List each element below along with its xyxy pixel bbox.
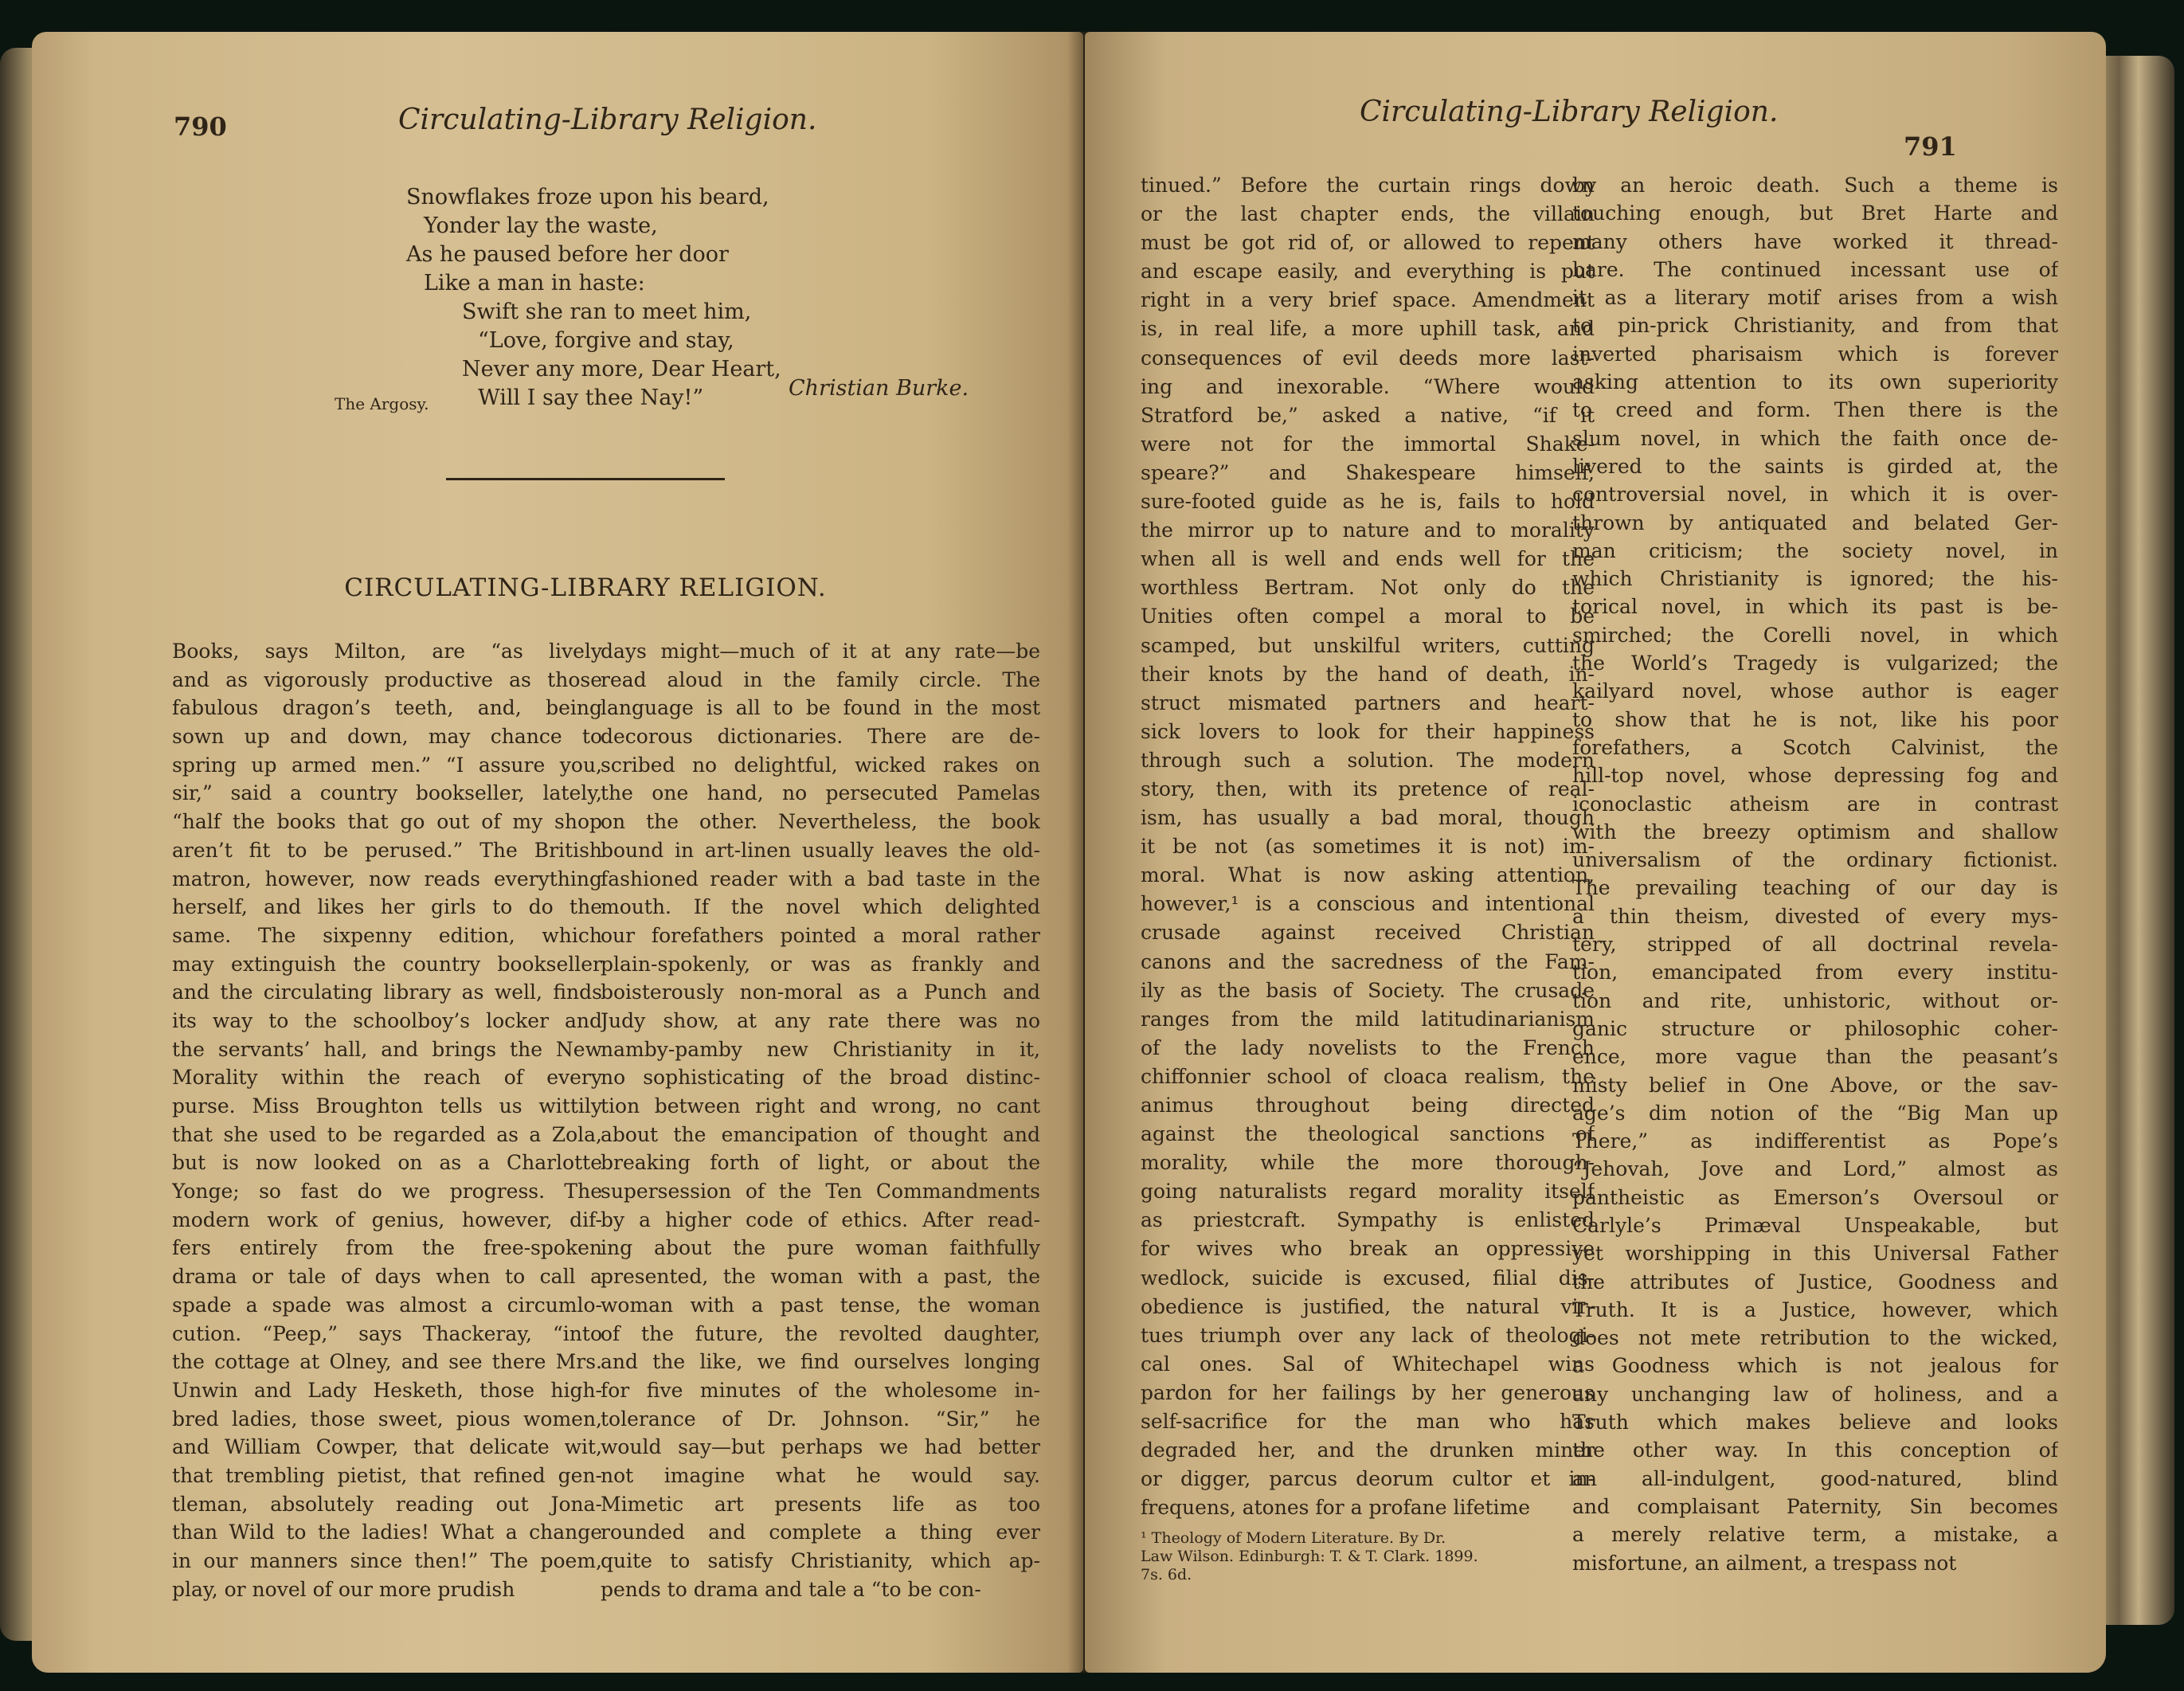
text-line: plain-spokenly, or was as frankly and [601,952,1040,976]
text-line: bare. The continued incessant use of [1572,257,2058,281]
text-line: asking attention to its own superiority [1572,370,2058,394]
text-line: scamped, but unskilful writers, cutting [1141,633,1595,657]
text-line: sir,” said a country bookseller, lately, [172,781,602,805]
text-line: story, then, with its pretence of real- [1141,777,1595,800]
text-line: speare?” and Shakespeare himself, [1141,460,1595,484]
text-line: supersession of the Ten Commandments [601,1180,1040,1204]
text-line: morality, while the more thorough- [1141,1151,1595,1175]
text-line: smirched; the Corelli novel, in which [1572,623,2058,647]
text-line: kailyard novel, whose author is eager [1572,679,2058,703]
text-line: livered to the saints is girded at, the [1572,454,2058,478]
poem-line: Snowflakes froze upon his beard, [406,185,769,209]
text-line: its way to the schoolboy’s locker and [172,1008,602,1032]
footnote-line: 7s. 6d. [1141,1566,1192,1583]
text-line: struct mismated partners and heart- [1141,691,1595,714]
text-line: crusade against received Christian [1141,921,1595,945]
poem-line: “Love, forgive and stay, [478,328,734,353]
text-line: iconoclastic atheism are in contrast [1572,792,2058,816]
text-line: animus throughout being directed [1141,1094,1595,1117]
text-line: the attributes of Justice, Goodness and [1572,1270,2058,1294]
text-line: Truth. It is a Justice, however, which [1572,1298,2058,1321]
text-line: not imagine what he would say. [601,1463,1040,1487]
text-line: forefathers, a Scotch Calvinist, the [1572,735,2058,759]
text-line: Truth which makes believe and looks [1572,1411,2058,1435]
text-line: Carlyle’s Primæval Unspeakable, but [1572,1213,2058,1237]
text-line: ranges from the mild latitudinarianism [1141,1007,1595,1031]
left-page [32,32,1083,1673]
text-line: age’s dim notion of the “Big Man up [1572,1101,2058,1125]
text-line: right in a very brief space. Amendment [1141,288,1595,312]
text-line: pantheistic as Emerson’s Oversoul or [1572,1185,2058,1209]
text-line: inverted pharisaism which is forever [1572,342,2058,366]
text-line: by an heroic death. Such a theme is [1572,174,2058,197]
right-page [1085,32,2106,1673]
text-line: boisterously non-moral as a Punch and [601,981,1040,1004]
text-line: our forefathers pointed a moral rather [601,923,1040,947]
text-line: no sophisticating of the broad distinc- [601,1066,1040,1090]
text-line: were not for the immortal Shake- [1141,432,1595,456]
text-line: a Goodness which is not jealous for [1572,1354,2058,1378]
text-line: days might—much of it at any rate—be [601,640,1040,663]
text-line: the other way. In this conception of [1572,1439,2058,1462]
text-line: tion and rite, unhistoric, without or- [1572,988,2058,1012]
poem-author: Christian Burke. [789,376,969,401]
text-line: that trembling pietist, that refined gen- [172,1463,602,1487]
text-line: obedience is justified, the natural vir- [1141,1294,1595,1318]
text-line: consequences of evil deeds more last- [1141,346,1595,370]
text-line: spade a spade was almost a circumlo- [172,1293,602,1317]
text-line: and William Cowper, that delicate wit, [172,1435,602,1459]
text-line: many others have worked it thread- [1572,229,2058,253]
text-line: it be not (as sometimes it is not) im- [1141,835,1595,859]
text-line: Stratford be,” asked a native, “if it [1141,403,1595,427]
text-line: bound in art-linen usually leaves the old- [601,838,1040,862]
text-line: the mirror up to nature and to morality [1141,519,1595,542]
text-line: their knots by the hand of death, in- [1141,662,1595,686]
text-line: tion, emancipated from every institu- [1572,961,2058,984]
text-line: thrown by antiquated and belated Ger- [1572,511,2058,534]
text-line: it as a literary motif arises from a wish [1572,286,2058,310]
text-line: on the other. Nevertheless, the book [601,810,1040,834]
text-line: ganic structure or philosophic coher- [1572,1016,2058,1040]
poem-line: Yonder lay the waste, [424,213,658,238]
text-line: however,¹ is a conscious and intentional [1141,892,1595,916]
text-line: self-sacrifice for the man who has [1141,1410,1595,1434]
text-line: of the future, the revolted daughter, [601,1321,1040,1345]
text-line: or digger, parcus deorum cultor et in- [1141,1467,1595,1491]
text-line: woman with a past tense, the woman [601,1293,1040,1317]
text-line: slum novel, in which the faith once de- [1572,426,2058,450]
text-line: read aloud in the family circle. The [601,667,1040,691]
text-line: namby-pamby new Christianity in it, [601,1037,1040,1061]
text-line: sure-footed guide as he is, fails to hold [1141,490,1595,514]
text-line: and the circulating library as well, finds [172,981,602,1004]
text-line: about the emancipation of thought and [601,1122,1040,1146]
text-line: hill-top novel, whose depressing fog and [1572,764,2058,788]
poem-line: Like a man in haste: [424,271,645,296]
text-line: degraded her, and the drunken miner [1141,1439,1595,1462]
page-number-right: 791 [1904,131,1957,162]
text-line: moral. What is now asking attention, [1141,863,1595,887]
footnote-line: Law Wilson. Edinburgh: T. & T. Clark. 1899. [1141,1548,1478,1565]
running-head-left: Circulating-Library Religion. [398,104,817,136]
text-line: Unities often compel a moral to be [1141,605,1595,628]
text-column-left-2 [601,637,1040,1603]
text-line: herself, and likes her girls to do the [172,895,602,919]
text-line: Books, says Milton, are “as lively [172,640,602,663]
text-line: by a higher code of ethics. After read- [601,1208,1040,1231]
text-line: play, or novel of our more prudish [172,1577,515,1601]
text-line: tery, stripped of all doctrinal revela- [1572,933,2058,957]
text-line: The prevailing teaching of our day is [1572,876,2058,900]
footnote-line: ¹ Theology of Modern Literature. By Dr. [1141,1529,1446,1547]
text-line: bred ladies, those sweet, pious women, [172,1407,602,1431]
text-line: fabulous dragon’s teeth, and, being [172,696,602,720]
text-line: than Wild to the ladies! What a change [172,1521,602,1544]
text-line: must be got rid of, or allowed to repent [1141,231,1595,255]
text-line: for five minutes of the wholesome in- [601,1378,1040,1402]
text-line: pends to drama and tale a “to be con- [601,1577,981,1601]
text-line: the one hand, no persecuted Pamelas [601,781,1040,805]
text-line: There,” as indifferentist as Pope’s [1572,1129,2058,1153]
poem-line: As he paused before her door [406,242,729,267]
text-line: ism, has usually a bad moral, though [1141,806,1595,830]
poem-source: The Argosy. [335,394,429,413]
text-line: purse. Miss Broughton tells us wittily [172,1094,602,1118]
text-line: breaking forth of light, or about the [601,1151,1040,1175]
text-line: and complaisant Paternity, Sin becomes [1572,1494,2058,1518]
text-line: a merely relative term, a mistake, a [1572,1523,2058,1547]
text-line: a thin theism, divested of every mys- [1572,904,2058,928]
text-line: the World’s Tragedy is vulgarized; the [1572,652,2058,675]
text-line: misty belief in One Above, or the sav- [1572,1073,2058,1097]
text-line: and escape easily, and everything is put [1141,260,1595,284]
text-line: pardon for her failings by her generous [1141,1380,1595,1404]
text-line: “half the books that go out of my shop [172,810,602,834]
text-line: is, in real life, a more uphill task, and [1141,317,1595,341]
text-line: but is now looked on as a Charlotte [172,1151,602,1175]
text-line: to creed and form. Then there is the [1572,398,2058,422]
text-line: Judy show, at any rate there was no [601,1008,1040,1032]
text-line: going naturalists regard morality itself [1141,1180,1595,1204]
text-line: when all is well and ends well for the [1141,547,1595,571]
text-line: the servants’ hall, and brings the New [172,1037,602,1061]
poem-line: Never any more, Dear Heart, [462,357,781,382]
text-line: that she used to be regarded as a Zola, [172,1122,602,1146]
text-line: Morality within the reach of every [172,1066,602,1090]
running-head-right: Circulating-Library Religion. [1360,96,1779,128]
text-column-right-1 [1141,171,1595,1522]
text-line: through such a solution. The modern [1141,748,1595,772]
text-line: and as vigorously productive as those [172,667,602,691]
text-line: the cottage at Olney, and see there Mrs. [172,1350,602,1374]
text-line: does not mete retribution to the wicked, [1572,1326,2058,1350]
text-line: as priestcraft. Sympathy is enlisted [1141,1208,1595,1232]
page-number-left: 790 [174,112,227,142]
text-line: man criticism; the society novel, in [1572,538,2058,562]
text-line: cution. “Peep,” says Thackeray, “into [172,1321,602,1345]
text-line: for wives who break an oppressive [1141,1237,1595,1261]
text-line: spring up armed men.” “I assure you, [172,753,602,777]
article-title: CIRCULATING-LIBRARY RELIGION. [344,573,827,602]
text-line: chiffonnier school of cloaca realism, the [1141,1064,1595,1088]
poem-line: Swift she ran to meet him, [462,299,752,324]
poem [406,183,781,413]
text-line: sick lovers to look for their happiness [1141,719,1595,743]
text-line: an all-indulgent, good-natured, blind [1572,1466,2058,1490]
text-line: mouth. If the novel which delighted [601,895,1040,919]
text-line: worthless Bertram. Not only do the [1141,576,1595,600]
text-line: frequens, atones for a profane lifetime [1141,1496,1531,1520]
text-line: “Jehovah, Jove and Lord,” almost as [1572,1157,2058,1181]
footnote [1141,1529,1595,1584]
text-line: cal ones. Sal of Whitechapel wins [1141,1352,1595,1376]
text-line: modern work of genius, however, dif- [172,1208,602,1231]
text-line: to show that he is not, like his poor [1572,707,2058,731]
text-line: and the like, we find ourselves longing [601,1350,1040,1374]
text-line: language is all to be found in the most [601,696,1040,720]
text-line: wedlock, suicide is excused, filial dis- [1141,1266,1595,1290]
text-line: which Christianity is ignored; the his- [1572,567,2058,591]
text-line: may extinguish the country bookseller [172,952,602,976]
text-line: Mimetic art presents life as too [601,1492,1040,1516]
text-line: controversial novel, in which it is over- [1572,483,2058,507]
text-line: ing and inexorable. “Where would [1141,374,1595,398]
text-line: with the breezy optimism and shallow [1572,820,2058,844]
text-line: tinued.” Before the curtain rings down [1141,174,1595,197]
poem-line: Will I say thee Nay!” [478,386,704,410]
text-line: tleman, absolutely reading out Jona- [172,1492,602,1516]
text-line: matron, however, now reads everything [172,867,602,891]
text-line: ence, more vague than the peasant’s [1572,1045,2058,1069]
text-line: sown up and down, may chance to [172,725,602,749]
text-line: presented, the woman with a past, the [601,1265,1040,1289]
text-column-left-1 [172,637,602,1603]
text-line: ily as the basis of Society. The crusade [1141,978,1595,1002]
text-line: or the last chapter ends, the villain [1141,202,1595,226]
text-line: touching enough, but Bret Harte and [1572,202,2058,225]
text-column-right-2 [1572,171,2058,1577]
text-line: aren’t fit to be perused.” The British [172,838,602,862]
text-line: tues triumph over any lack of theologi- [1141,1323,1595,1347]
text-line: of the lady novelists to the French [1141,1035,1595,1059]
text-line: in our manners since then!” The poem, [172,1549,602,1572]
text-line: misfortune, an ailment, a trespass not [1572,1551,1957,1575]
text-line: quite to satisfy Christianity, which ap- [601,1549,1040,1572]
section-divider [446,478,725,480]
text-line: against the theological sanctions of [1141,1122,1595,1146]
text-line: scribed no delightful, wicked rakes on [601,753,1040,777]
text-line: universalism of the ordinary fictionist. [1572,848,2058,872]
text-line: decorous dictionaries. There are de- [601,725,1040,749]
book-edge-right [2095,56,2174,1625]
text-line: any unchanging law of holiness, and a [1572,1382,2058,1406]
text-line: same. The sixpenny edition, which [172,923,602,947]
text-line: Unwin and Lady Hesketh, those high- [172,1378,602,1402]
text-line: fashioned reader with a bad taste in the [601,867,1040,891]
text-line: tolerance of Dr. Johnson. “Sir,” he [601,1407,1040,1431]
text-line: yet worshipping in this Universal Father [1572,1242,2058,1266]
text-line: to pin-prick Christianity, and from that [1572,314,2058,338]
text-line: would say—but perhaps we had better [601,1435,1040,1459]
text-line: drama or tale of days when to call a [172,1265,602,1289]
text-line: ing about the pure woman faithfully [601,1236,1040,1260]
text-line: Yonge; so fast do we progress. The [172,1180,602,1204]
text-line: rounded and complete a thing ever [601,1521,1040,1544]
text-line: torical novel, in which its past is be- [1572,595,2058,619]
text-line: canons and the sacredness of the Fam- [1141,949,1595,973]
text-line: tion between right and wrong, no cant [601,1094,1040,1118]
text-line: fers entirely from the free-spoken [172,1236,602,1260]
